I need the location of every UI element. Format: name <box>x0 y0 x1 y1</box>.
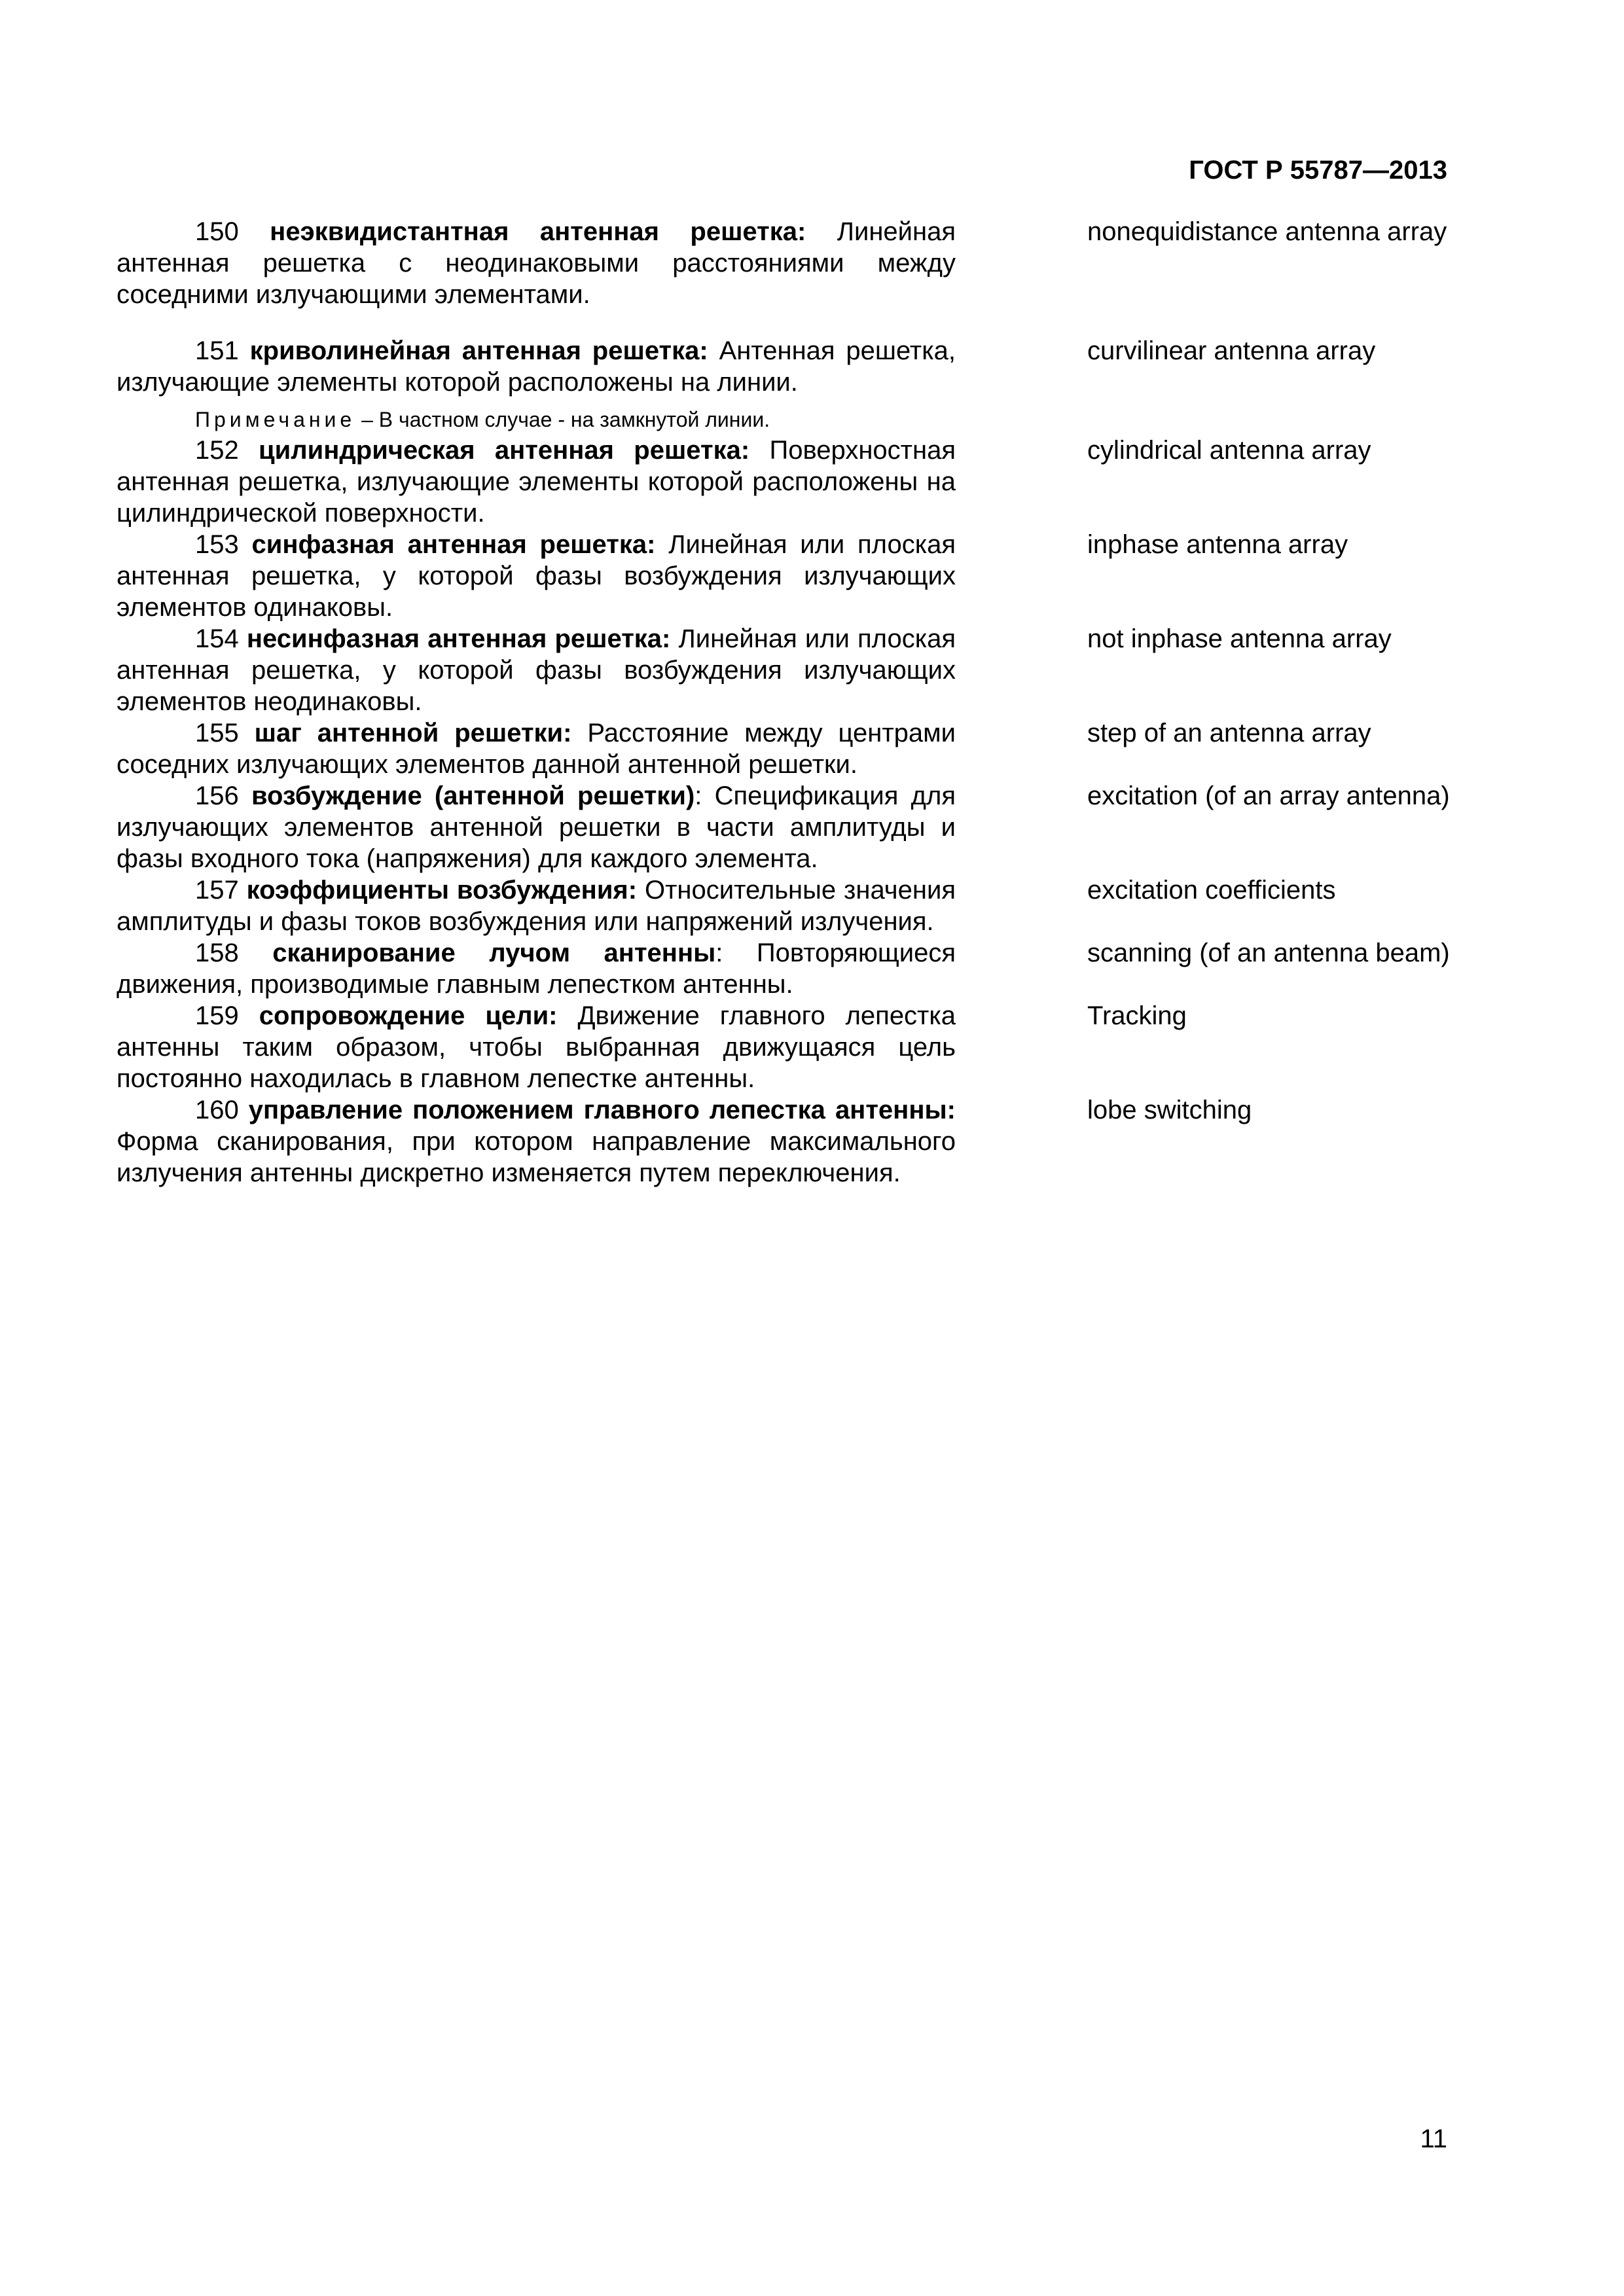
term-entry-152 <box>117 435 1452 529</box>
term-entry-150 <box>117 216 1452 310</box>
term-title: криволинейная антенная решетка: <box>249 336 708 365</box>
term-title: шаг антенной решетки: <box>254 719 572 747</box>
term-ru <box>117 529 956 623</box>
term-number: 156 <box>195 781 239 810</box>
term-number: 158 <box>195 939 239 967</box>
term-title: синфазная антенная решетка: <box>251 530 656 559</box>
term-title: коэффициенты возбуждения: <box>246 876 638 905</box>
term-title: возбуждение (антенной решетки) <box>251 781 695 810</box>
term-english: step of an antenna array <box>1087 719 1371 747</box>
term-english: excitation (of an array antenna) <box>1087 781 1450 810</box>
term-number: 154 <box>195 624 239 653</box>
term-definition: Форма сканирования, при котором направление максимального излучения антенны дискретно изменяется путем переключения. <box>117 1127 956 1187</box>
note-label: Примечание <box>195 408 356 431</box>
note-text: – В частном случае - на замкнутой линии. <box>355 408 770 431</box>
term-ru <box>117 717 956 780</box>
term-definition: : Повторяющиеся движения, производимые главным лепестком антенны. <box>117 939 956 999</box>
term-definition: Движение главного лепестка антенны таким образом, чтобы выбранная движущаяся цель постоянно находилась в главном лепестке антенны. <box>117 1001 956 1093</box>
term-entry-159 <box>117 1000 1452 1094</box>
term-definition: Поверхностная антенная решетка, излучающие элементы которой расположены на цилиндрической поверхности. <box>117 436 956 528</box>
term-ru <box>117 216 956 310</box>
term-number: 152 <box>195 436 239 465</box>
term-definition: Антенная решетка, излучающие элементы которой расположены на линии. <box>117 336 956 397</box>
term-english: scanning (of an antenna beam) <box>1087 939 1450 967</box>
page-number: 11 <box>1420 2125 1447 2153</box>
term-title: управление положением главного лепестка антенны: <box>248 1096 956 1124</box>
term-english: not inphase antenna array <box>1087 624 1392 653</box>
term-number: 150 <box>195 217 239 246</box>
term-entry-153 <box>117 529 1452 623</box>
term-entry-156 <box>117 780 1452 874</box>
term-ru <box>117 1000 956 1094</box>
term-entry-155 <box>117 717 1452 780</box>
term-title: неэквидистантная антенная решетка: <box>270 217 806 246</box>
term-title: сканирование лучом антенны <box>272 939 716 967</box>
term-ru <box>117 623 956 717</box>
term-ru <box>117 1094 956 1189</box>
term-number: 153 <box>195 530 239 559</box>
note <box>117 404 1452 435</box>
term-title: цилиндрическая антенная решетка: <box>259 436 750 465</box>
term-entry-158 <box>117 937 1452 1000</box>
term-ru <box>117 780 956 874</box>
terms-list <box>117 216 1452 1189</box>
term-english: curvilinear antenna array <box>1087 336 1376 365</box>
term-english: lobe switching <box>1087 1096 1252 1124</box>
term-entry-154 <box>117 623 1452 717</box>
term-number: 160 <box>195 1096 239 1124</box>
term-number: 151 <box>195 336 239 365</box>
term-number: 157 <box>195 876 239 905</box>
term-definition: Расстояние между центрами соседних излучающих элементов данной антенной решетки. <box>117 719 956 779</box>
term-entry-157 <box>117 874 1452 937</box>
term-title: несинфазная антенная решетка: <box>246 624 671 653</box>
term-english: nonequidistance antenna array <box>1087 217 1447 246</box>
term-definition: Линейная антенная решетка с неодинаковыми расстояниями между соседними излучающими элементами. <box>117 217 956 309</box>
term-ru <box>117 937 956 1000</box>
term-english: excitation coefficients <box>1087 876 1336 905</box>
term-english: inphase antenna array <box>1087 530 1348 559</box>
term-entry-160 <box>117 1094 1452 1189</box>
term-ru <box>117 874 956 937</box>
term-english: cylindrical antenna array <box>1087 436 1371 465</box>
term-definition: Линейная или плоская антенная решетка, у которой фазы возбуждения излучающих элементов одинаковы. <box>117 530 956 622</box>
term-ru <box>117 335 956 398</box>
term-title: сопровождение цели: <box>259 1001 558 1030</box>
term-definition: Линейная или плоская антенная решетка, у которой фазы возбуждения излучающих элементов неодинаковы. <box>117 624 956 716</box>
term-number: 155 <box>195 719 239 747</box>
term-definition: Относительные значения амплитуды и фазы токов возбуждения или напряжений излучения. <box>117 876 956 936</box>
term-english: Tracking <box>1087 1001 1187 1030</box>
document-header: ГОСТ Р 55787—2013 <box>1189 156 1447 185</box>
term-number: 159 <box>195 1001 239 1030</box>
term-entry-151 <box>117 335 1452 398</box>
term-definition: : Спецификация для излучающих элементов антенной решетки в части амплитуды и фазы входного тока (напряжения) для каждого элемента. <box>117 781 956 873</box>
term-ru <box>117 435 956 529</box>
